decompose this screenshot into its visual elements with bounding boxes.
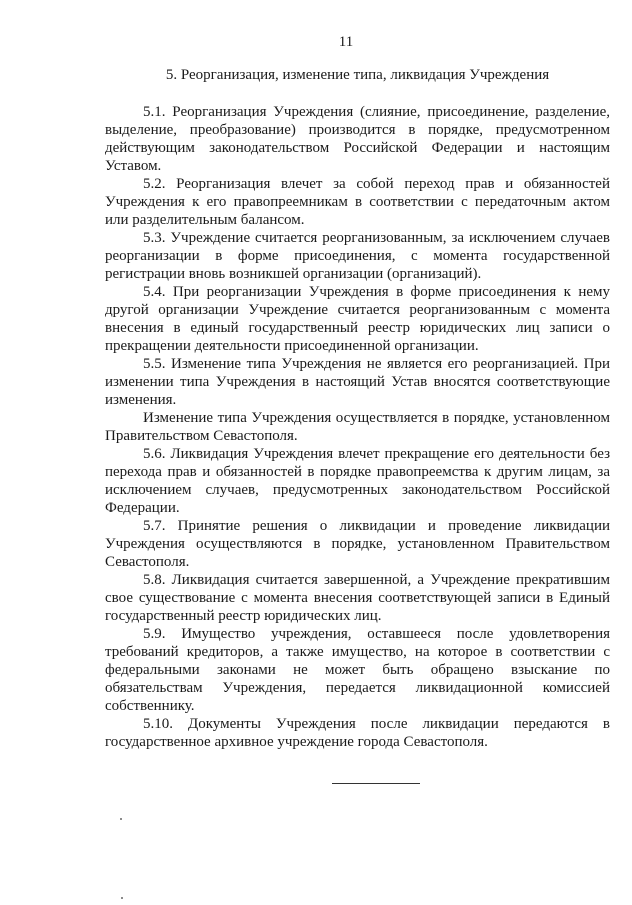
scan-speck xyxy=(121,897,123,899)
paragraph-5-1: 5.1. Реорганизация Учреждения (слияние, присоединение, разделение, выделение, преобразование) производится в порядке, предусмотренном действующим законодательством Российской Федерации и настоящим Уставом. xyxy=(105,104,610,174)
paragraph-5-5-continued: Изменение типа Учреждения осуществляется в порядке, установленном Правительством Севастополя. xyxy=(105,410,610,444)
end-of-section-rule xyxy=(332,783,420,784)
section-body xyxy=(105,103,610,751)
section-heading: 5. Реорганизация, изменение типа, ликвидация Учреждения xyxy=(165,67,550,83)
paragraph-5-7: 5.7. Принятие решения о ликвидации и проведение ликвидации Учреждения осуществляются в порядке, установленном Правительством Севастополя. xyxy=(105,518,610,570)
paragraph-5-6: 5.6. Ликвидация Учреждения влечет прекращение его деятельности без перехода прав и обязанностей в порядке правопреемства к другим лицам, за исключением случаев, предусмотренных законодательством Российской Федерации. xyxy=(105,446,610,516)
paragraph-5-4: 5.4. При реорганизации Учреждения в форме присоединения к нему другой организации Учреждение считается реорганизованным с момента внесения в единый государственный реестр юридических лиц записи о прекращении деятельности присоединенной организации. xyxy=(105,284,610,354)
paragraph-5-10: 5.10. Документы Учреждения после ликвидации передаются в государственное архивное учреждение города Севастополя. xyxy=(105,716,610,750)
paragraph-5-3: 5.3. Учреждение считается реорганизованным, за исключением случаев реорганизации в форме присоединения, с момента государственной регистрации вновь возникшей организации (организаций). xyxy=(105,230,610,282)
paragraph-5-9: 5.9. Имущество учреждения, оставшееся после удовлетворения требований кредиторов, а также имущество, на которое в соответствии с федеральными законами не может быть обращено взыскание по обязательствам Учреждения, передается ликвидационной комиссией собственнику. xyxy=(105,626,610,714)
page-number: 11 xyxy=(338,34,354,50)
paragraph-5-2: 5.2. Реорганизация влечет за собой переход прав и обязанностей Учреждения к его правопреемникам в соответствии с передаточным актом или разделительным балансом. xyxy=(105,176,610,228)
scan-speck xyxy=(120,818,122,820)
paragraph-5-8: 5.8. Ликвидация считается завершенной, а Учреждение прекратившим свое существование с момента внесения соответствующей записи в Единый государственный реестр юридических лиц. xyxy=(105,572,610,624)
paragraph-5-5: 5.5. Изменение типа Учреждения не является его реорганизацией. При изменении типа Учреждения в настоящий Устав вносятся соответствующие изменения. xyxy=(105,356,610,408)
